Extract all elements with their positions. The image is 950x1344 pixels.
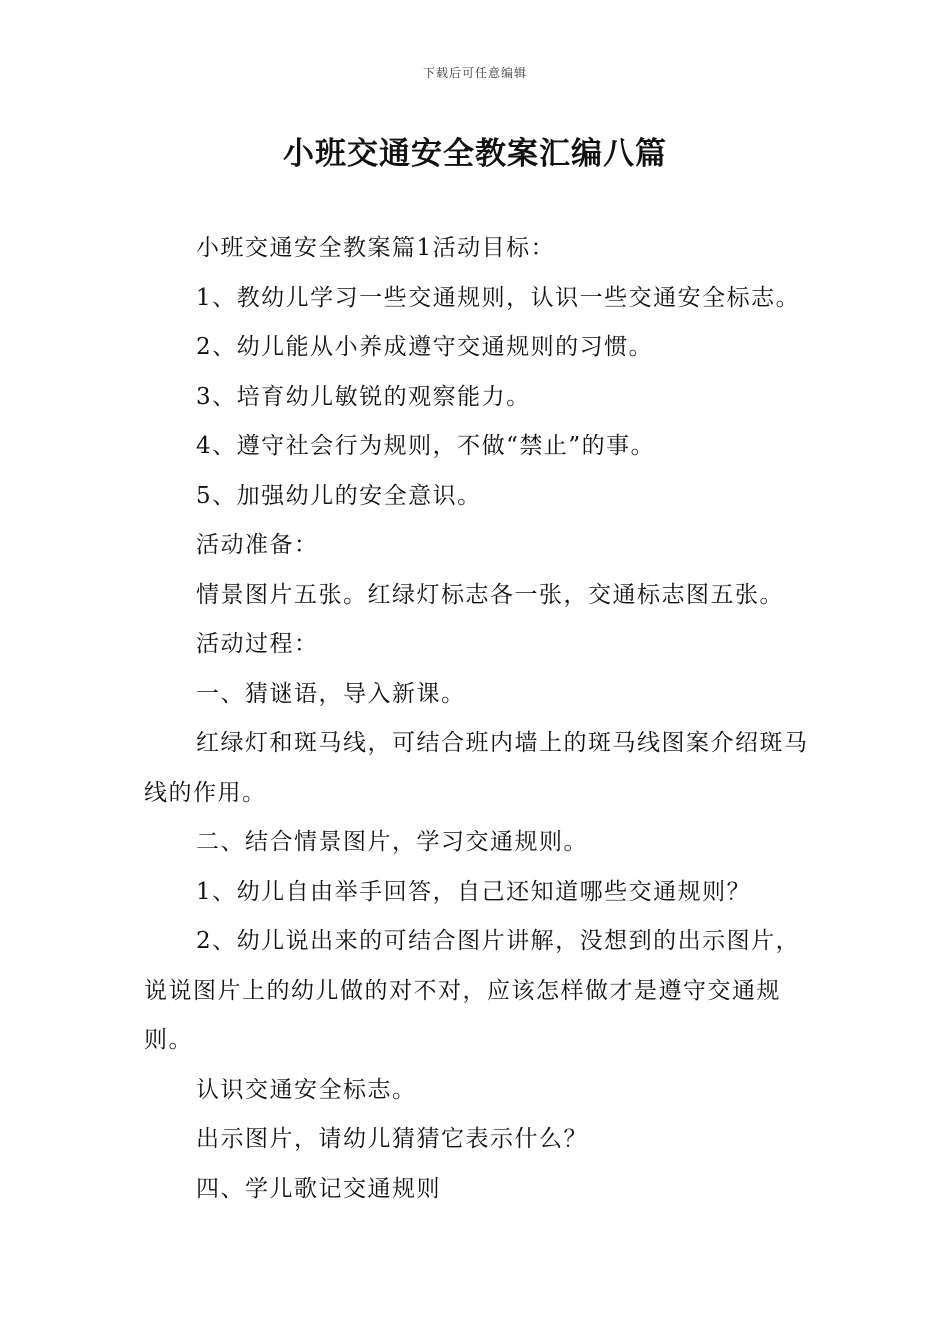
paragraph: 红绿灯和斑马线，可结合班内墙上的斑马线图案介绍斑马线的作用。 xyxy=(144,730,809,806)
paragraph: 活动过程： xyxy=(196,631,319,657)
paragraph: 1、教幼儿学习一些交通规则，认识一些交通安全标志。 xyxy=(196,284,801,311)
paragraph: 四、学儿歌记交通规则 xyxy=(196,1175,441,1202)
paragraph: 2、幼儿能从小养成遵守交通规则的习惯。 xyxy=(196,334,654,360)
paragraph: 2、幼儿说出来的可结合图片讲解，没想到的出示图片，说说图片上的幼儿做的对不对，应该怎样做才是遵守交通规则。 xyxy=(144,928,801,1053)
paragraph: 4、遵守社会行为规则，不做“禁止”的事。 xyxy=(196,433,656,459)
paragraph: 5、加强幼儿的安全意识。 xyxy=(196,482,482,509)
paragraph: 小班交通安全教案篇1活动目标： xyxy=(196,235,556,261)
document-body xyxy=(144,224,814,1214)
paragraph: 一、猜谜语，导入新课。 xyxy=(196,680,466,707)
paragraph: 1、幼儿自由举手回答，自己还知道哪些交通规则？ xyxy=(196,878,752,905)
paragraph: 二、结合情景图片，学习交通规则。 xyxy=(196,829,588,855)
paragraph: 活动准备： xyxy=(196,532,319,558)
paragraph: 认识交通安全标志。 xyxy=(196,1076,417,1103)
paragraph: 3、培育幼儿敏锐的观察能力。 xyxy=(196,383,531,410)
header-note: 下载后可任意编辑 xyxy=(422,66,527,80)
paragraph: 出示图片，请幼儿猜猜它表示什么？ xyxy=(196,1126,588,1152)
paragraph: 情景图片五张。红绿灯标志各一张，交通标志图五张。 xyxy=(196,581,784,608)
document-title: 小班交通安全教案汇编八篇 xyxy=(283,136,667,172)
